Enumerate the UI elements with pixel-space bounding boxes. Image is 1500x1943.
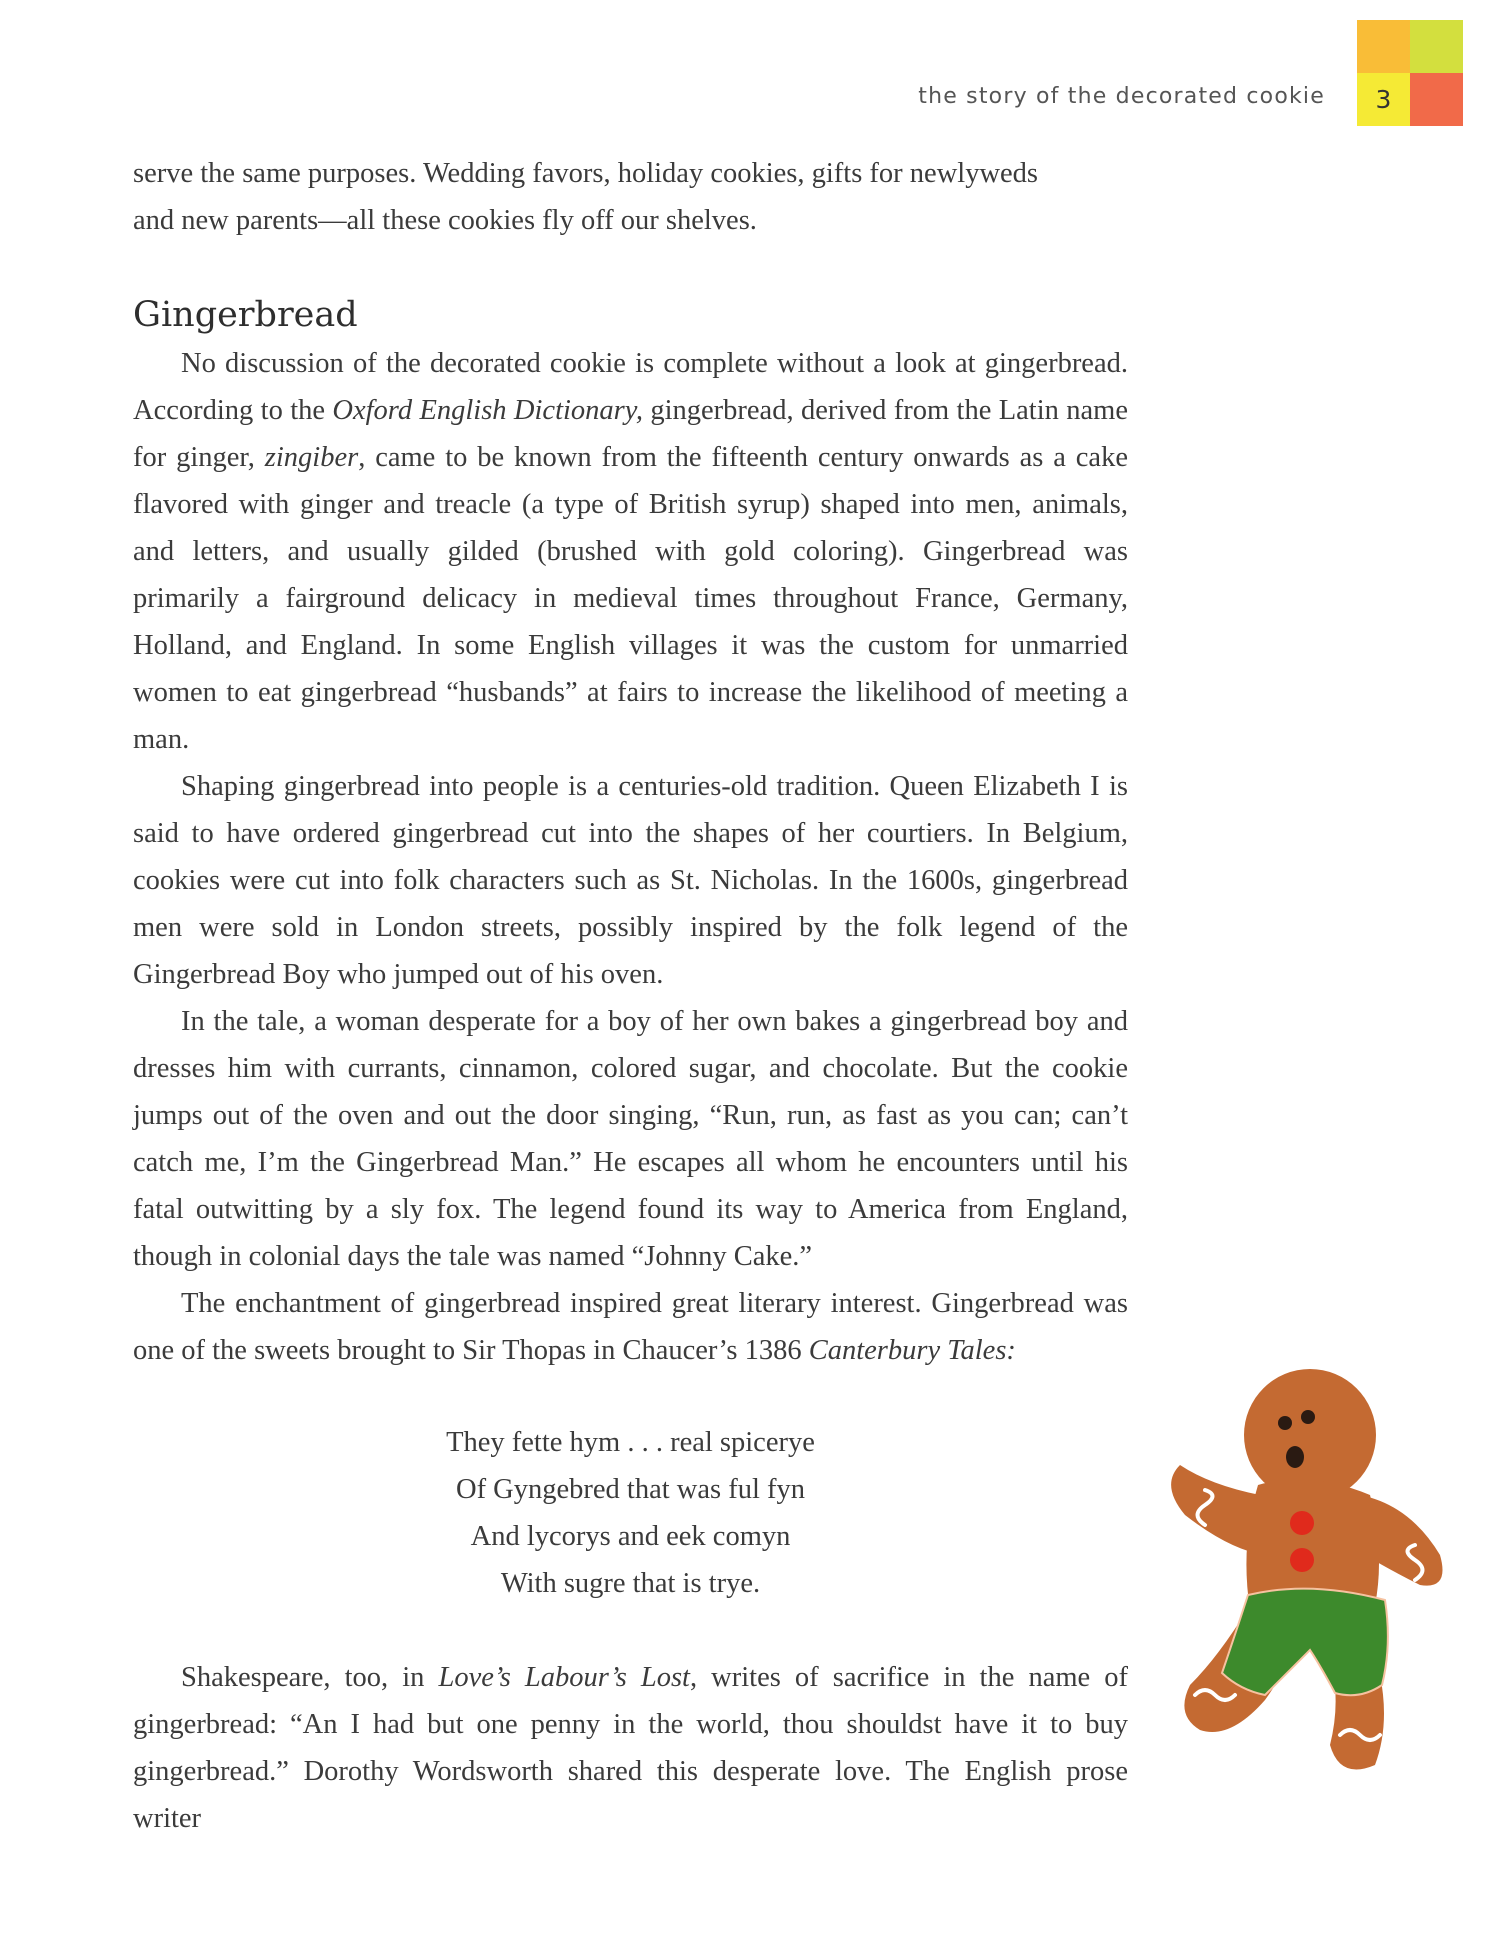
eye-right	[1301, 1410, 1315, 1424]
paragraph-3: In the tale, a woman desperate for a boy of her own bakes a gingerbread boy and dresses him with currants, cinnamon, colored sugar, and chocolate. But the cookie jumps out of the oven and out the door singing, “Run, run, as fast as you can; can’t catch me, I’m the Gingerbread Man.” He escapes all whom he encounters until his fatal outwitting by a sly fox. The legend found its way to America from England, though in colonial days the tale was named “Johnny Cake.”	[133, 1006, 1128, 1272]
zingiber-term: zingiber	[264, 442, 359, 473]
corner-block-green	[1410, 20, 1463, 73]
loves-labours-lost-title: Love’s Labour’s Lost	[438, 1662, 690, 1693]
intro-line-1: serve the same purposes. Wedding favors, holiday cookies, gifts for newlyweds	[133, 158, 1039, 189]
paragraph-2: Shaping gingerbread into people is a centuries-old tradition. Queen Elizabeth I is said to have ordered gingerbread cut into the shapes of her courtiers. In Belgium, cookies were cut into folk characters such as St. Nicholas. In the 1600s, gingerbread men were sold in London streets, possibly inspired by the folk legend of the Gingerbread Boy who jumped out of his oven.	[133, 771, 1128, 990]
eye-left	[1278, 1416, 1292, 1430]
corner-block-red	[1410, 73, 1463, 126]
poem-quote	[133, 1419, 1128, 1607]
paragraph-5	[133, 1654, 1128, 1842]
paragraph-1	[133, 340, 1128, 763]
paragraph-5-text-a: Shakespeare, too, in	[181, 1662, 439, 1693]
cookie-button	[1290, 1511, 1314, 1535]
cookie-mouth	[1286, 1446, 1304, 1468]
poem-line: And lycorys and eek comyn	[470, 1521, 791, 1552]
intro-paragraph	[133, 150, 1128, 244]
poem-line: They fette hym . . . real spicerye	[446, 1427, 815, 1458]
poem-line: With sugre that is trye.	[500, 1568, 761, 1599]
gingerbread-man-cookie-icon	[1170, 1355, 1470, 1785]
section-heading-block	[133, 292, 1128, 339]
main-text	[133, 340, 1128, 1374]
cookie-button	[1290, 1548, 1314, 1572]
poem-line: Of Gyngebred that was ful fyn	[455, 1474, 806, 1505]
intro-line-2: and new parents—all these cookies fly off our shelves.	[133, 205, 757, 236]
cookie-pants	[1222, 1589, 1388, 1696]
running-head: the story of the decorated cookie	[918, 84, 1325, 109]
paragraph-5-text-b: , writes of sacrifice in the name of gingerbread: “An I had but one penny in the world, thou shouldst have it to buy gingerbread.” Dorothy Wordsworth shared this desperate love. The English prose writer	[133, 1662, 1128, 1834]
section-heading: Gingerbread	[133, 295, 358, 335]
paragraph-1-text-c: , came to be known from the fifteenth century onwards as a cake flavored with ginger and treacle (a type of British syrup) shaped into men, animals, and letters, and usually gilded (brushed with gold coloring). Gingerbread was primarily a fairground delicacy in medieval times throughout France, Germany, Holland, and England. In some English villages it was the custom for unmarried women to eat gingerbread “husbands” at fairs to increase the likelihood of meeting a man.	[133, 442, 1128, 755]
closing-text	[133, 1654, 1128, 1842]
paragraph-1-text-b: gingerbread, derived from the Latin name for ginger,	[133, 395, 1128, 473]
paragraph-4	[133, 1280, 1128, 1374]
paragraph-4-text: The enchantment of gingerbread inspired great literary interest. Gingerbread was one of the sweets brought to Sir Thopas in Chaucer’s 1386	[133, 1288, 1128, 1366]
paragraph-1-text-a: No discussion of the decorated cookie is complete without a look at gingerbread. According to the	[133, 348, 1128, 426]
oed-title: Oxford English Dictionary,	[332, 395, 643, 426]
canterbury-tales-title: Canterbury Tales:	[808, 1335, 1016, 1366]
page-number: 3	[1375, 85, 1392, 114]
corner-block-orange	[1357, 20, 1410, 73]
